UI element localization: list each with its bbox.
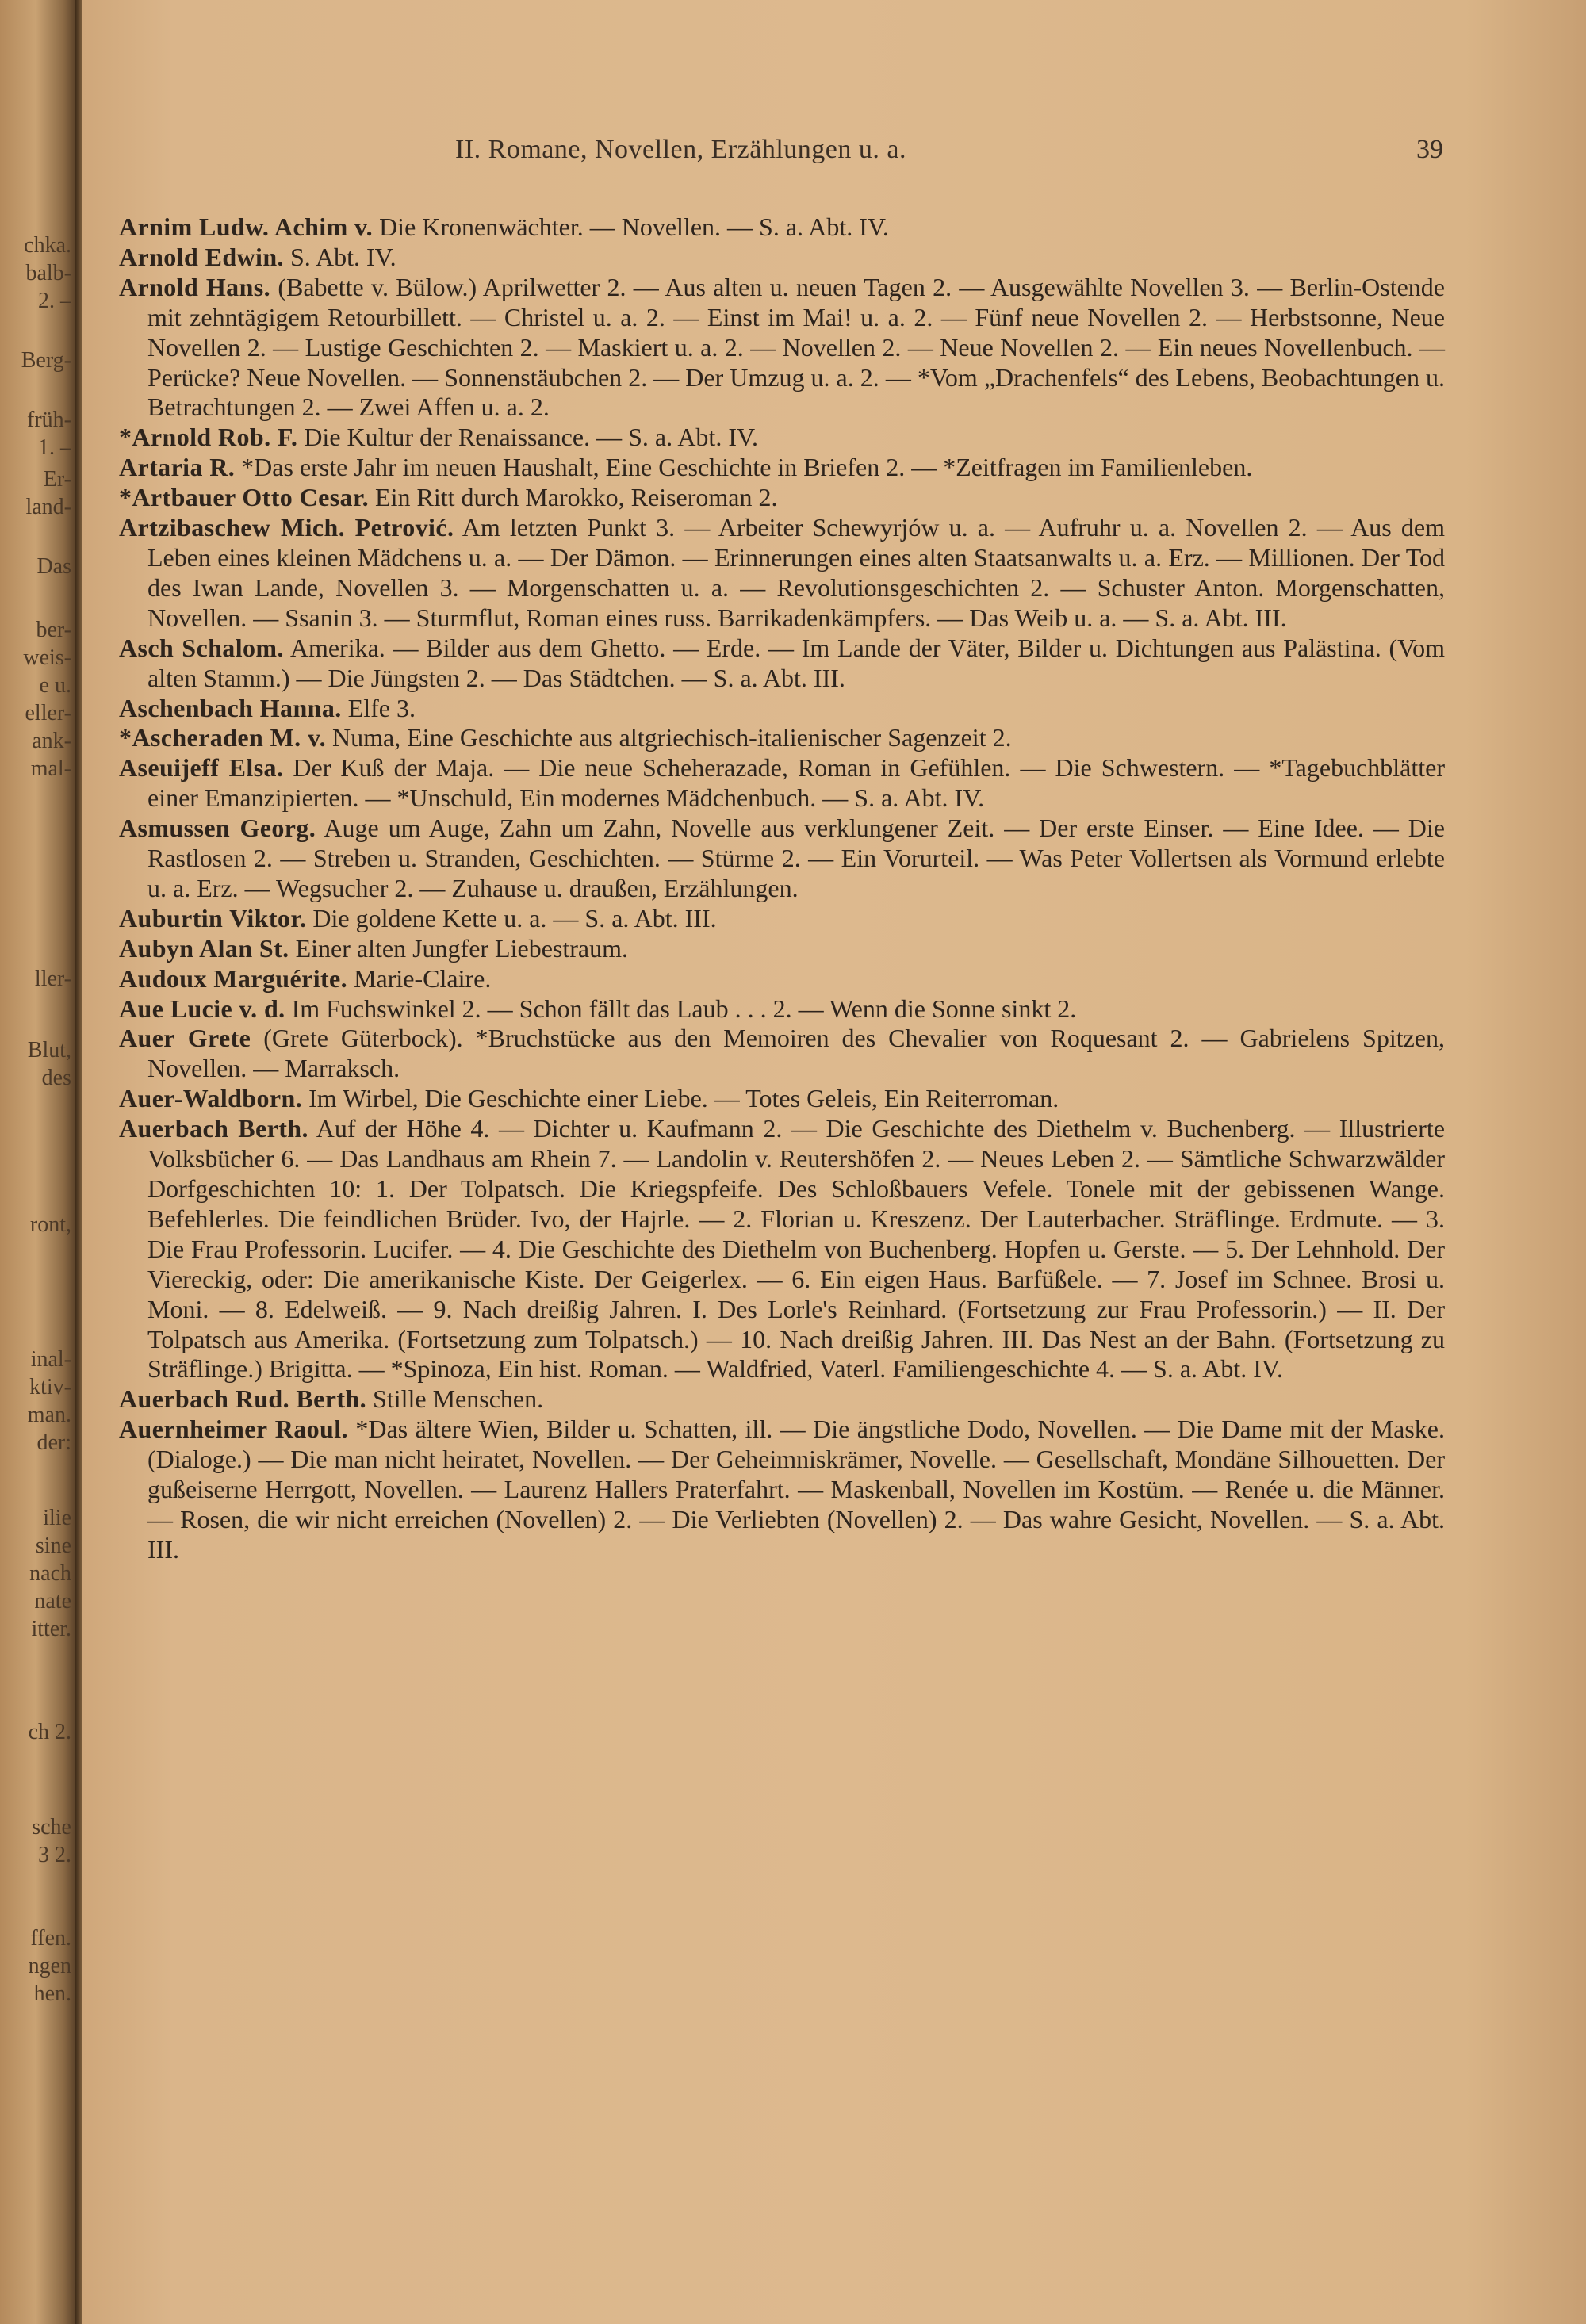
running-title: II. Romane, Novellen, Erzählungen u. a. — [455, 135, 906, 164]
author-name: Asch Schalom. — [119, 633, 284, 662]
left-page-fragment: inal- — [30, 1348, 71, 1372]
author-name: Arnold Edwin. — [119, 242, 284, 271]
catalog-entries — [119, 212, 1445, 1565]
entry-works: Ein Ritt durch Marokko, Reiseroman 2. — [369, 483, 778, 512]
catalog-entry — [119, 243, 1445, 273]
entry-works: *Das erste Jahr im neuen Haushalt, Eine Geschichte in Briefen 2. — *Zeitfragen im Familienleben. — [235, 453, 1253, 482]
page-number: 39 — [1416, 135, 1443, 164]
left-page-fragment: itter. — [31, 1618, 71, 1641]
catalog-entry — [119, 934, 1445, 964]
left-page-fragment: nate — [34, 1590, 71, 1614]
left-page-fragment: des — [41, 1066, 71, 1090]
author-name: Aue Lucie v. d. — [119, 994, 285, 1023]
catalog-entry — [119, 1024, 1445, 1084]
entry-works: Numa, Eine Geschichte aus altgriechisch-italienischer Sagenzeit 2. — [326, 723, 1012, 752]
left-page-fragment: nach — [29, 1562, 71, 1586]
author-name: Artaria R. — [119, 453, 236, 482]
author-name: Auer Grete — [119, 1024, 251, 1053]
left-page-fragment: man. — [27, 1403, 71, 1427]
running-header — [82, 135, 1586, 174]
catalog-entry — [119, 1114, 1445, 1384]
left-page-fragment: 1. – — [38, 436, 71, 460]
catalog-entry — [119, 423, 1445, 453]
left-page-fragment: ktiv- — [29, 1376, 71, 1399]
left-page-fragment: chka. — [24, 234, 71, 258]
entry-works: S. Abt. IV. — [283, 242, 396, 271]
author-name: Arnold Hans. — [119, 272, 271, 301]
catalog-entry — [119, 1084, 1445, 1114]
entry-works: Stille Menschen. — [366, 1384, 544, 1414]
left-page-fragment: früh- — [27, 408, 71, 432]
entry-works: Einer alten Jungfer Liebestraum. — [289, 933, 628, 963]
catalog-entry — [119, 814, 1445, 904]
left-page-fragment: Das — [36, 555, 71, 579]
catalog-entry — [119, 964, 1445, 994]
author-name: Audoux Marguérite. — [119, 963, 348, 993]
entry-works: (Babette v. Bülow.) Aprilwetter 2. — Aus alten u. neuen Tagen 2. — Ausgewählte Novellen 3. — Berlin-Ostende mit zehntägigem Retourbillett. — Christel u. a. 2. — Einst im Mai! u. a. 2. — Fünf neue Novellen 2. — Herbstsonne, Neue Novellen 2. — Lustige Geschichten 2. — Maskiert u. a. 2. — Novellen 2. — Neue Novellen 2. — Ein neues Novellenbuch. — Perücke? Neue Novellen. — Sonnenstäubchen 2. — Der Umzug u. a. 2. — *Vom „Drachenfels“ des Lebens, Beobachtungen u. Betrachtungen 2. — Zwei Affen u. a. 2. — [147, 272, 1445, 422]
entry-works: Der Kuß der Maja. — Die neue Scheherazade, Roman in Gefühlen. — Die Schwestern. — *Tagebuchblätter einer Emanzipierten. — *Unschuld, Ein modernes Mädchenbuch. — S. a. Abt. IV. — [147, 753, 1446, 813]
left-page-fragment: ch 2. — [28, 1721, 71, 1744]
entry-works: Auf der Höhe 4. — Dichter u. Kaufmann 2. — Die Geschichte des Diethelm v. Buchenberg. — Illustrierte Volksbücher 6. — Das Landhaus am Rhein 7. — Landolin v. Reutershöfen 2. — Neues Leben 2. — Sämtliche Schwarzwälder Dorfgeschichten 10: 1. Der Tolpatsch. Die Kriegspfeife. Des Schloßbauers Vefele. Tonele mit der gebissenen Wange. Befehlerles. Die feindlichen Brüder. Ivo, der Hajrle. — 2. Florian u. Kreszenz. Der Lauterbacher. Sträflinge. Erdmute. — 3. Die Frau Professorin. Lucifer. — 4. Die Geschichte des Diethelm von Buchenberg. Hopfen u. Gerste. — 5. Der Lehnhold. Der Viereckig, oder: Die amerikanische Kiste. Der Geigerlex. — 6. Ein eigen Haus. Barfüßele. — 7. Josef im Schnee. Brosi u. Moni. — 8. Edelweiß. — 9. Nach dreißig Jahren. I. Des Lorle's Reinhard. (Fortsetzung zur Frau Professorin.) — II. Der Tolpatsch aus Amerika. (Fortsetzung zum Tolpatsch.) — 10. Nach dreißig Jahren. III. Das Nest an der Bahn. (Fortsetzung zu Sträflinge.) Brigitta. — *Spinoza, Ein hist. Roman. — Waldfried, Vaterl. Familiengeschichte 4. — S. a. Abt. IV. — [147, 1114, 1446, 1384]
entry-works: (Grete Güterbock). *Bruchstücke aus den Memoiren des Chevalier von Roquesant 2. — Gabrielens Spitzen, Novellen. — Marraksch. — [147, 1024, 1446, 1083]
left-page-edge — [0, 0, 79, 2324]
entry-works: Die goldene Kette u. a. — S. a. Abt. III. — [306, 903, 717, 932]
entry-works: Die Kronenwächter. — Novellen. — S. a. Abt. IV. — [373, 212, 889, 241]
left-page-fragment: sche — [32, 1816, 71, 1840]
entry-works: Am letzten Punkt 3. — Arbeiter Schewyrjów u. a. — Aufruhr u. a. Novellen 2. — Aus dem Leben eines kleinen Mädchens u. a. — Der Dämon. — Erinnerungen eines alten Staatsanwalts u. a. Erz. — Millionen. Der Tod des Iwan Lande, Novellen 3. — Morgenschatten u. a. — Revolutionsgeschichten 2. — Schuster Anton. Morgenschatten, Novellen. — Ssanin 3. — Sturmflut, Roman eines russ. Barrikadenkämpfers. — Das Weib u. a. — S. a. Abt. III. — [147, 513, 1446, 632]
author-name: *Arnold Rob. F. — [119, 423, 298, 452]
catalog-entry — [119, 904, 1445, 934]
left-page-fragment: 2. – — [38, 289, 71, 313]
catalog-entry — [119, 634, 1445, 694]
left-page-fragment: Er- — [43, 468, 71, 492]
entry-works: Elfe 3. — [341, 693, 416, 722]
book-page — [82, 0, 1586, 2324]
left-page-fragment: ber- — [36, 618, 71, 642]
author-name: Aseuijeff Elsa. — [119, 753, 284, 783]
author-name: Asmussen Georg. — [119, 814, 316, 843]
entry-works: Auge um Auge, Zahn um Zahn, Novelle aus verklungener Zeit. — Der erste Einser. — Eine Idee. — Die Rastlosen 2. — Streben u. Stranden, Geschichten. — Stürme 2. — Ein Vorurteil. — Was Peter Vollertsen als Vormund erlebte u. a. Erz. — Wegsucher 2. — Zuhause u. draußen, Erzählungen. — [147, 814, 1446, 902]
author-name: *Ascheraden M. v. — [119, 723, 327, 752]
catalog-entry — [119, 723, 1445, 753]
author-name: Auburtin Viktor. — [119, 903, 307, 932]
author-name: *Artbauer Otto Cesar. — [119, 483, 370, 512]
left-page-fragment: ffen. — [30, 1927, 71, 1951]
left-page-fragment: weis- — [23, 646, 71, 670]
author-name: Arnim Ludw. Achim v. — [119, 212, 374, 241]
left-page-fragment: sine — [35, 1534, 71, 1558]
catalog-entry — [119, 1384, 1445, 1415]
catalog-entry — [119, 1415, 1445, 1565]
author-name: Auer-Waldborn. — [119, 1084, 303, 1113]
left-page-fragment: Blut, — [27, 1039, 71, 1062]
left-page-fragment: ilie — [43, 1507, 71, 1530]
catalog-entry — [119, 453, 1445, 483]
author-name: Auerbach Rud. Berth. — [119, 1384, 367, 1414]
left-page-fragment: ank- — [32, 729, 71, 753]
left-page-fragment: ngen — [28, 1955, 71, 1978]
entry-works: Die Kultur der Renaissance. — S. a. Abt. IV. — [297, 423, 758, 452]
catalog-entry — [119, 513, 1445, 634]
author-name: Aschenbach Hanna. — [119, 693, 342, 722]
entry-works: Im Fuchswinkel 2. — Schon fällt das Laub . . . 2. — Wenn die Sonne sinkt 2. — [285, 994, 1077, 1023]
left-page-fragment: e u. — [39, 674, 71, 698]
left-page-fragment: hen. — [33, 1982, 71, 2006]
left-page-fragment: ller- — [34, 967, 71, 991]
catalog-entry — [119, 994, 1445, 1024]
catalog-entry — [119, 753, 1445, 814]
left-page-fragment: ront, — [29, 1213, 71, 1237]
left-page-fragment: Berg- — [21, 349, 71, 373]
author-name: Aubyn Alan St. — [119, 933, 289, 963]
catalog-entry — [119, 273, 1445, 423]
left-page-fragment: der: — [36, 1431, 71, 1455]
author-name: Artzibaschew Mich. Petrović. — [119, 513, 454, 542]
left-page-fragment: 3 2. — [38, 1844, 71, 1867]
catalog-entry — [119, 694, 1445, 724]
left-page-fragment: mal- — [30, 757, 71, 781]
left-page-fragment: eller- — [25, 702, 71, 726]
author-name: Auernheimer Raoul. — [119, 1415, 348, 1444]
entry-works: *Das ältere Wien, Bilder u. Schatten, ill. — Die ängstliche Dodo, Novellen. — Die Dame mit der Maske. (Dialoge.) — Die man nicht heiratet, Novellen. — Der Geheimniskrämer, Novelle. — Gesellschaft, Mondäne Silhouetten. Der gußeiserne Herrgott, Novellen. — Laurenz Hallers Praterfahrt. — Maskenball, Novellen im Kostüm. — Renée u. die Männer. — Rosen, die wir nicht erreichen (Novellen) 2. — Die Verliebten (Novellen) 2. — Das wahre Gesicht, Novellen. — S. a. Abt. III. — [147, 1415, 1445, 1564]
left-page-fragment: balb- — [25, 262, 71, 285]
entry-works: Im Wirbel, Die Geschichte einer Liebe. — Totes Geleis, Ein Reiterroman. — [302, 1084, 1059, 1113]
author-name: Auerbach Berth. — [119, 1114, 308, 1143]
entry-works: Amerika. — Bilder aus dem Ghetto. — Erde. — Im Lande der Väter, Bilder u. Dichtungen aus Palästina. (Vom alten Stamm.) — Die Jüngsten 2. — Das Städtchen. — S. a. Abt. III. — [147, 633, 1446, 692]
catalog-entry — [119, 212, 1445, 243]
entry-works: Marie-Claire. — [347, 963, 492, 993]
left-page-fragment: land- — [25, 496, 71, 519]
catalog-entry — [119, 483, 1445, 513]
